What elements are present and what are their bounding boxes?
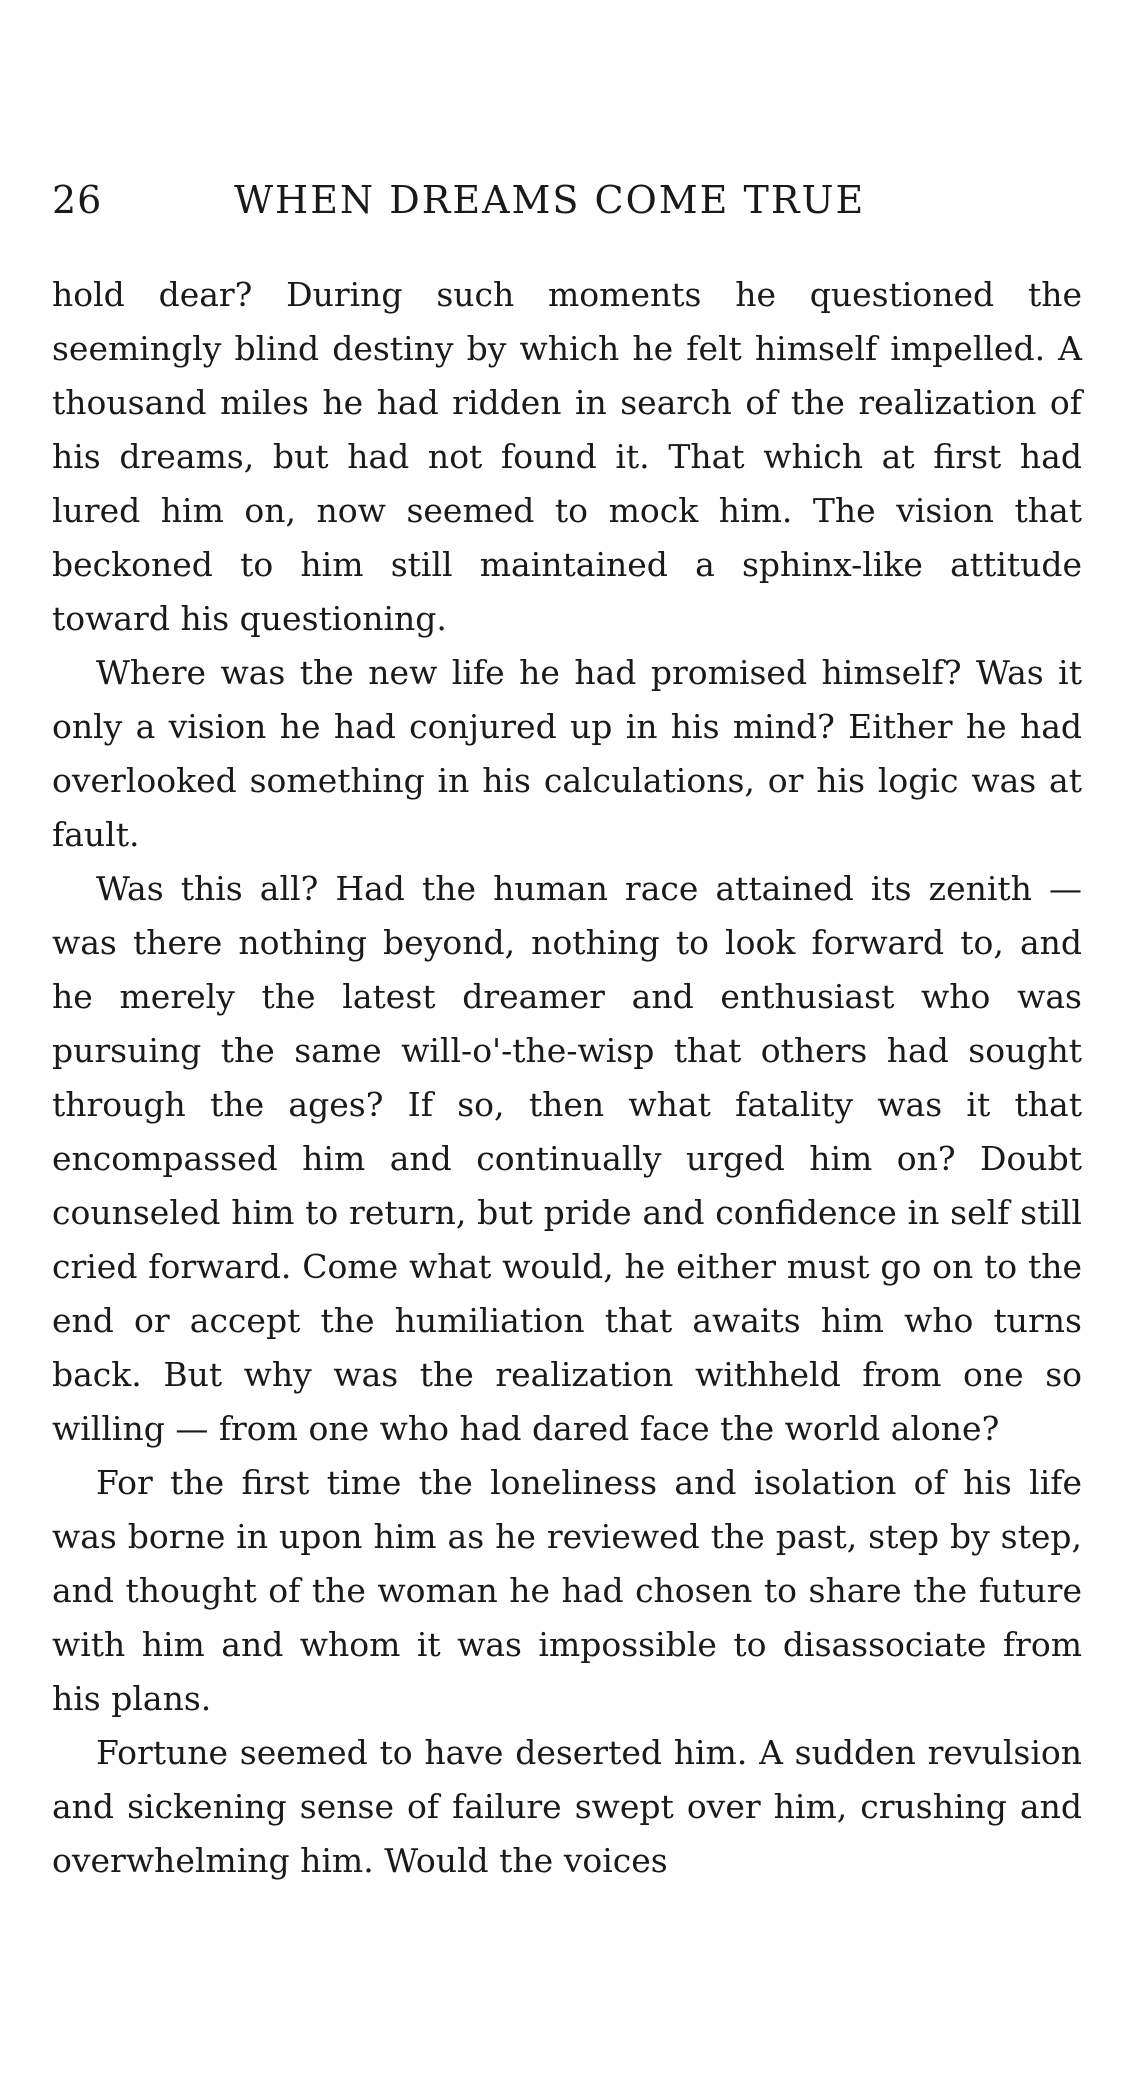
paragraph: hold dear? During such moments he questioned the seemingly blind destiny by which he felt himself impelled. A thousand miles he had ridden in search of the realization of his dreams, but had not found it. That which at first had lured him on, now seemed to mock him. The vision that beckoned to him still maintained a sphinx-like attitude toward his questioning. [52, 275, 1082, 638]
page-number: 26 [52, 178, 103, 222]
book-page [52, 0, 1082, 2092]
paragraph: For the first time the loneliness and isolation of his life was borne in upon him as he reviewed the past, step by step, and thought of the woman he had chosen to share the future with him and whom it was impossible to disassociate from his plans. [52, 1463, 1082, 1718]
paragraph: Fortune seemed to have deserted him. A sudden revulsion and sickening sense of failure swept over him, crushing and overwhelming him. Would the voices [52, 1733, 1082, 1880]
paragraph: Where was the new life he had promised himself? Was it only a vision he had conjured up in his mind? Either he had overlooked something in his calculations, or his logic was at fault. [52, 653, 1082, 854]
running-head [52, 178, 1082, 228]
running-title: WHEN DREAMS COME TRUE [234, 178, 866, 222]
body-text [52, 268, 1082, 1888]
paragraph: Was this all? Had the human race attained its zenith — was there nothing beyond, nothing to look forward to, and he merely the latest dreamer and enthusiast who was pursuing the same will-o'-the-wisp that others had sought through the ages? If so, then what fatality was it that encompassed him and continually urged him on? Doubt counseled him to return, but pride and confidence in self still cried forward. Come what would, he either must go on to the end or accept the humiliation that awaits him who turns back. But why was the realization withheld from one so willing — from one who had dared face the world alone? [52, 869, 1082, 1448]
